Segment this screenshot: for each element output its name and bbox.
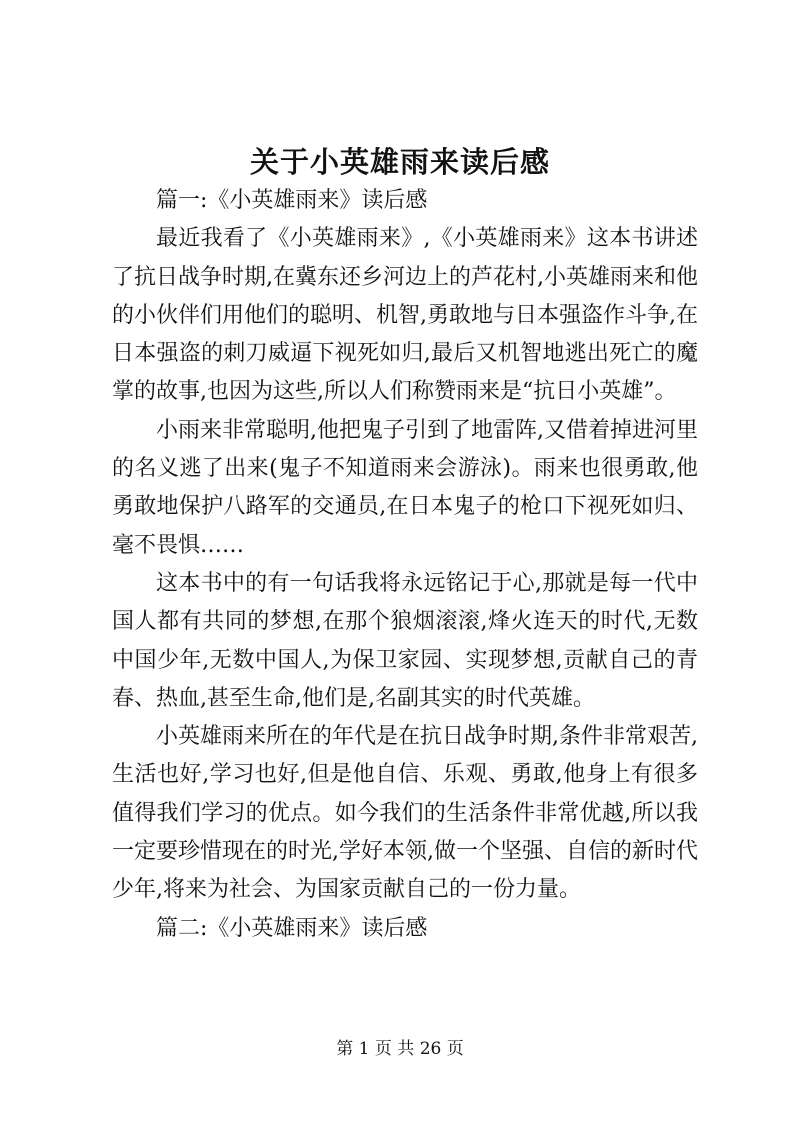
paragraph-4: 小英雄雨来所在的年代是在抗日战争时期,条件非常艰苦,生活也好,学习也好,但是他自信、乐观、勇敢,他身上有很多值得我们学习的优点。如今我们的生活条件非常优越,所以我一定要珍惜现在的时光,学好本领,做一个坚强、自信的新时代少年,将来为社会、为国家贡献自己的一份力量。 <box>112 724 698 903</box>
page-number-footer: 第 1 页 共 26 页 <box>336 1039 464 1059</box>
section-heading-1: 篇一:《小英雄雨来》读后感 <box>156 188 428 213</box>
paragraph-3: 这本书中的有一句话我将永远铭记于心,那就是每一代中国人都有共同的梦想,在那个狼烟滚滚,烽火连天的时代,无数中国少年,无数中国人,为保卫家园、实现梦想,贡献自己的青春、热血,甚至生命,他们是,名副其实的时代英雄。 <box>112 570 698 711</box>
paragraph-2: 小雨来非常聪明,他把鬼子引到了地雷阵,又借着掉进河里的名义逃了出来(鬼子不知道雨来会游泳)。雨来也很勇敢,他勇敢地保护八路军的交通员,在日本鬼子的枪口下视死如归、毫不畏惧…… <box>112 417 698 558</box>
document-title: 关于小英雄雨来读后感 <box>249 145 550 179</box>
section-heading-2: 篇二:《小英雄雨来》读后感 <box>156 915 428 941</box>
document-body <box>112 182 698 948</box>
paragraph-1: 最近我看了《小英雄雨来》,《小英雄雨来》这本书讲述了抗日战争时期,在冀东还乡河边上的芦花村,小英雄雨来和他的小伙伴们用他们的聪明、机智,勇敢地与日本强盗作斗争,在日本强盗的刺刀威逼下视死如归,最后又机智地逃出死亡的魔掌的故事,也因为这些,所以人们称赞雨来是“抗日小英雄”。 <box>112 226 698 405</box>
